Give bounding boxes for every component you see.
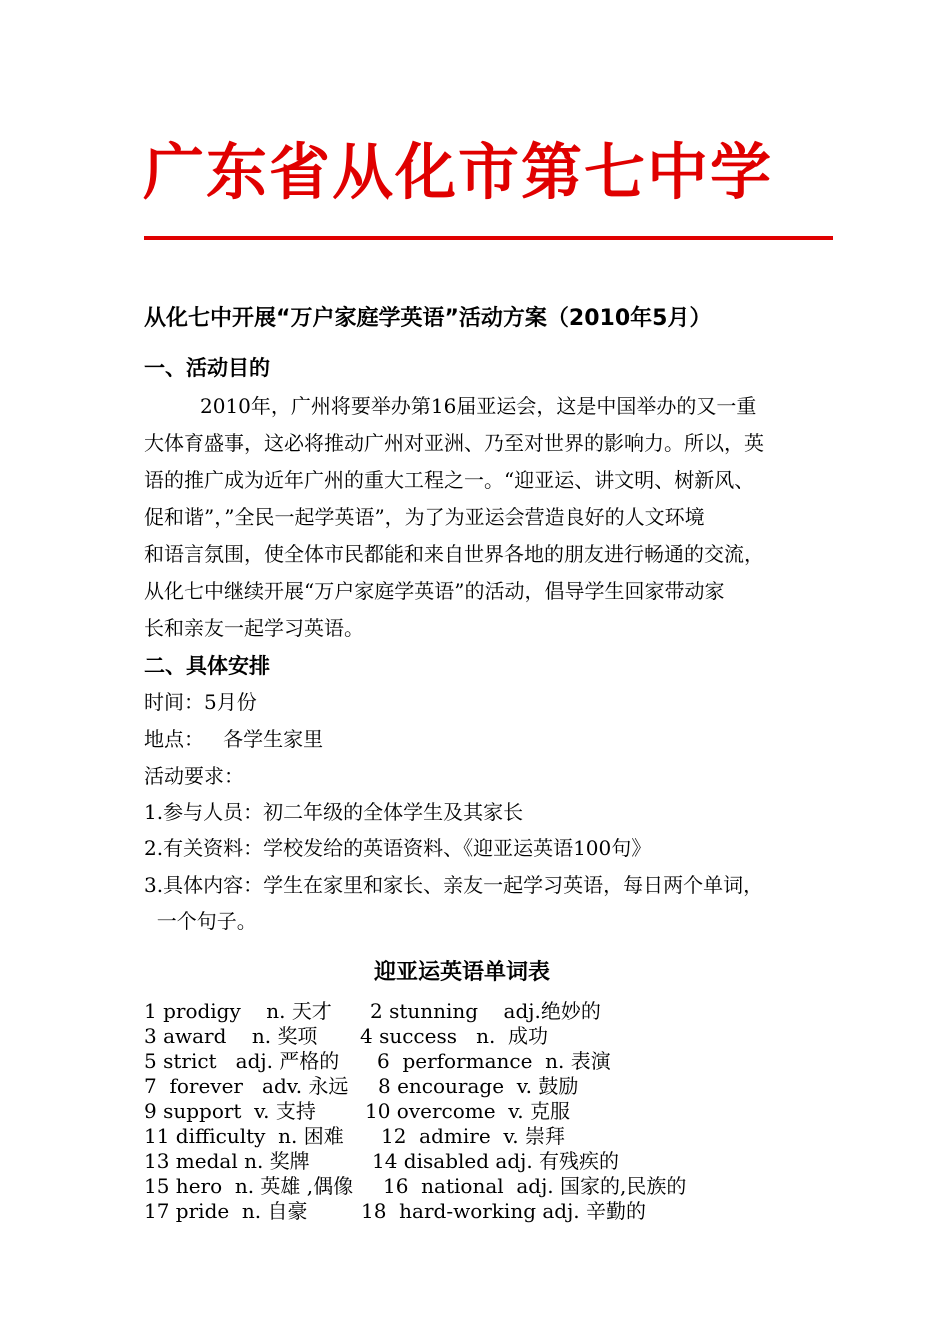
- vocab-item: 9 support v. 支持: [144, 1099, 316, 1123]
- section-heading-arrangement: 二、具体安排: [144, 654, 270, 678]
- paragraph-line: 促和谐”，”全民一起学英语”，为了为亚运会营造良好的人文环境: [144, 505, 705, 529]
- school-name-header: 广东省从化市第七中学: [143, 137, 774, 208]
- document-title: 从化七中开展“万户家庭学英语”活动方案（2010年5月）: [144, 306, 712, 331]
- paragraph-line: 语的推广成为近年广州的重大工程之一。“迎亚运、讲文明、树新风、: [144, 468, 755, 492]
- vocab-item: 2 stunning adj.绝妙的: [370, 999, 601, 1023]
- vocab-item: 15 hero n. 英雄 ,偶像: [144, 1174, 354, 1198]
- requirement-item: 3.具体内容：学生在家里和家长、亲友一起学习英语，每日两个单词，: [144, 873, 764, 897]
- vocab-item: 12 admire v. 崇拜: [381, 1124, 566, 1148]
- arrangement-time: 时间：5月份: [144, 690, 257, 714]
- paragraph-line: 和语言氛围，使全体市民都能和来自世界各地的朋友进行畅通的交流，: [144, 542, 764, 566]
- vocab-item: 6 performance n. 表演: [377, 1049, 611, 1073]
- vocab-item: 4 success n. 成功: [360, 1024, 549, 1048]
- vocab-item: 18 hard-working adj. 辛勤的: [361, 1199, 647, 1223]
- vocab-item: 1 prodigy n. 天才: [144, 999, 332, 1023]
- paragraph-line: 2010年，广州将要举办第16届亚运会，这是中国举办的又一重: [200, 394, 757, 418]
- requirement-item: 1.参与人员：初二年级的全体学生及其家长: [144, 800, 524, 824]
- vocab-item: 17 pride n. 自豪: [144, 1199, 308, 1223]
- vocab-table-title: 迎亚运英语单词表: [374, 960, 551, 985]
- arrangement-place: 地点： 各学生家里: [144, 727, 324, 751]
- section-heading-purpose: 一、活动目的: [144, 356, 270, 380]
- paragraph-line: 长和亲友一起学习英语。: [144, 616, 364, 640]
- requirements-label: 活动要求：: [144, 764, 244, 788]
- vocab-item: 11 difficulty n. 困难: [144, 1124, 344, 1148]
- vocab-item: 3 award n. 奖项: [144, 1024, 318, 1048]
- vocab-item: 16 national adj. 国家的,民族的: [383, 1174, 687, 1198]
- vocab-item: 14 disabled adj. 有残疾的: [372, 1149, 620, 1173]
- vocab-item: 7 forever adv. 永远: [144, 1074, 349, 1098]
- vocab-item: 8 encourage v. 鼓励: [378, 1074, 579, 1098]
- paragraph-line: 大体育盛事，这必将推动广州对亚洲、乃至对世界的影响力。所以，英: [144, 431, 764, 455]
- header-divider: [144, 236, 833, 240]
- vocab-item: 5 strict adj. 严格的: [144, 1049, 340, 1073]
- vocab-item: 10 overcome v. 克服: [365, 1099, 570, 1123]
- paragraph-line: 从化七中继续开展“万户家庭学英语”的活动，倡导学生回家带动家: [144, 579, 725, 603]
- requirement-item: 一个句子。: [144, 909, 257, 933]
- requirement-item: 2.有关资料：学校发给的英语资料、《迎亚运英语100句》: [144, 836, 652, 860]
- vocab-item: 13 medal n. 奖牌: [144, 1149, 310, 1173]
